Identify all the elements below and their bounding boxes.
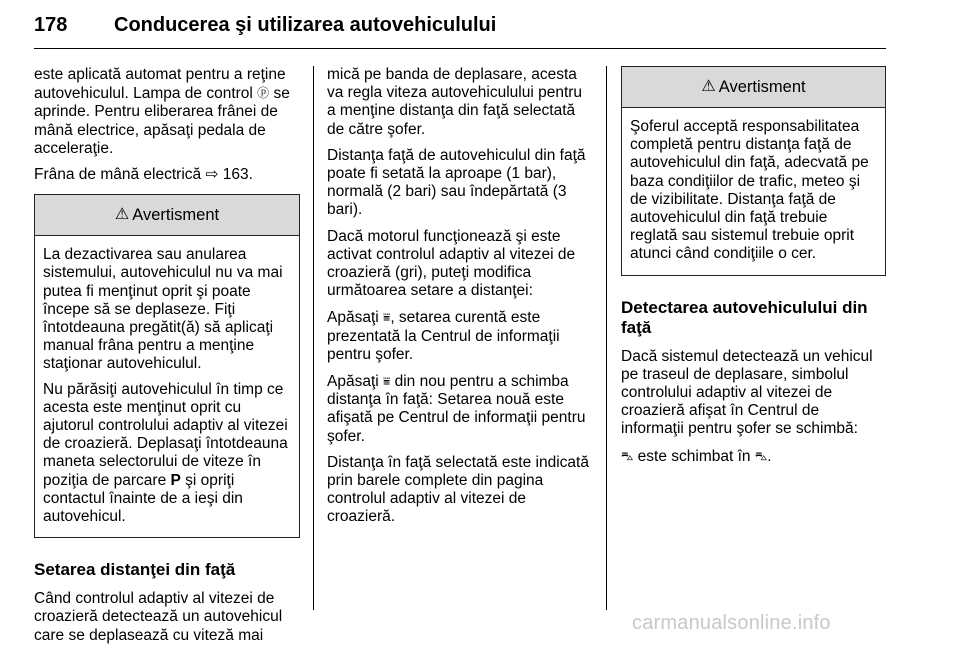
paragraph: Distanţa în faţă selectată este indicată prin barele complete din pagina controlul adaptiv al vitezei de croazieră. <box>327 453 589 526</box>
warning-title: Avertisment <box>132 206 220 225</box>
paragraph: Când controlul adaptiv al vitezei de croazieră detectează un autovehicul care se deplasează cu viteză mai <box>34 590 283 644</box>
watermark: carmanualsonline.info <box>632 612 831 634</box>
warning-paragraph: La dezactivarea sau anularea sistemului, autovehiculul nu va mai putea fi menţinut oprit şi poate începe să se deplaseze. Fiţi întotdeauna pregătit(ă) să aplicaţi manual frâna pentru a menţine staţionar autovehiculul. <box>43 246 283 373</box>
cruise-control-vehicle-detected-icon: ⛍ <box>754 448 768 463</box>
paragraph: Apăsaţi ⩸, setarea curentă este prezentată la Centrul de informaţii pentru şofer. <box>327 309 560 363</box>
section-heading: Setarea distanţei din faţă <box>34 560 236 580</box>
warning-box <box>34 194 300 538</box>
page-reference-link[interactable]: 163. <box>218 166 253 184</box>
section-heading: Detectarea autovehiculului din faţă <box>621 297 868 337</box>
column-3 <box>621 66 886 474</box>
paragraph: ⛍ este schimbat în ⛍. <box>621 447 772 465</box>
paragraph: Dacă sistemul detectează un vehicul pe traseul de deplasare, simbolul controlului adaptiv al vitezei de croazieră afişat în Centrul de informaţii pentru şofer se schimbă: <box>621 347 873 438</box>
warning-header <box>35 195 299 236</box>
paragraph: Dacă motorul funcţionează şi este activat controlul adaptiv al vitezei de croazieră (gri), puteţi modifica următoarea setare a distanţei: <box>327 227 576 300</box>
page-title: Conducerea şi utilizarea autovehiculului <box>114 14 497 36</box>
warning-triangle-icon: ⚠ <box>701 77 716 95</box>
warning-box <box>621 66 886 276</box>
cruise-control-vehicle-icon: ⛍ <box>621 448 634 463</box>
warning-body <box>35 236 299 537</box>
page-number: 178 <box>34 14 68 36</box>
page-header <box>34 0 886 52</box>
warning-title: Avertisment <box>718 77 806 96</box>
paragraph: Distanţa faţă de autovehiculul din faţă poate fi setată la aproape (1 bar), normală (2 bari) sau îndepărtată (3 bari). <box>327 146 586 219</box>
warning-header <box>622 67 885 108</box>
warning-paragraph: Nu părăsiţi autovehiculul în timp ce acesta este menţinut oprit cu ajutorul controlului adaptiv al vitezei de croazieră. Deplasaţi întotdeauna maneta selectorului de viteze în poziţia de parcare P şi opriţi contactul înainte de a ieşi din autovehicul. <box>43 380 288 526</box>
column-1 <box>34 66 300 653</box>
parking-brake-icon: ⓟ <box>257 86 270 101</box>
column-divider <box>606 66 607 610</box>
column-divider <box>313 66 314 610</box>
paragraph: Apăsaţi ⩸ din nou pentru a schimba distanţa în faţă: Setarea nouă este afişată pe Centrul de informaţii pentru şofer. <box>327 373 586 445</box>
header-rule <box>34 48 886 49</box>
warning-paragraph: Şoferul acceptă responsabilitatea completă pentru distanţa faţă de autovehiculul din faţă, adecvată pe baza condiţiilor de trafic, meteo şi de vizibilitate. Distanţa faţă de autovehiculul din faţă trebuie reglată sau sistemul trebuie oprit atunci când condiţiile o cer. <box>630 118 869 263</box>
distance-button-icon: ⩸ <box>383 310 391 325</box>
paragraph: este aplicată automat pentru a reţine autovehiculul. Lampa de control ⓟ se aprinde. Pentru eliberarea frânei de mână electrice, apăsaţi pedala de acceleraţie. <box>34 66 290 157</box>
warning-body <box>622 108 885 275</box>
warning-triangle-icon: ⚠ <box>114 206 130 224</box>
paragraph: mică pe banda de deplasare, acesta va regla viteza autovehiculului pentru a menţine distanţa din faţă selectată de către şofer. <box>327 66 583 138</box>
column-2 <box>327 66 593 535</box>
page-reference-arrow-icon: ⇨ <box>205 166 219 184</box>
paragraph: Frâna de mână electrică ⇨ 163. <box>34 166 253 184</box>
distance-button-icon: ⩸ <box>383 374 391 389</box>
